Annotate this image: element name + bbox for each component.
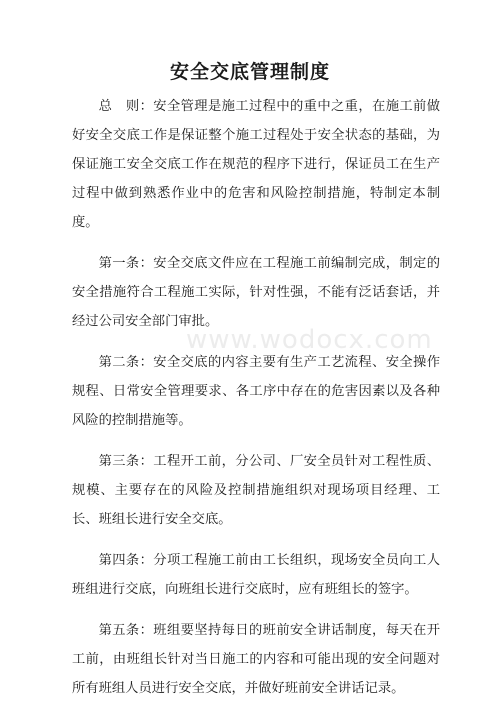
paragraph-article-1: 第一条：安全交底文件应在工程施工前编制完成，制定的安全措施符合工程施工实际，针对性强，不能有泛话套话，并经过公司安全部门审批。	[72, 256, 440, 329]
document-title: 安全交底管理制度	[169, 61, 330, 83]
paragraph-article-2: 第二条：安全交底的内容主要有生产工艺流程、安全操作规程、日常安全管理要求、各工序中存在的危害因素以及各种风险的控制措施等。	[72, 355, 440, 428]
paragraph-article-4: 第四条：分项工程施工前由工长组织，现场安全员向工人班组进行交底，向班组长进行交底时，应有班组长的签字。	[72, 553, 440, 597]
watermark: www.wodocx.com	[186, 325, 433, 355]
paragraph-article-5: 第五条：班组要坚持每日的班前安全讲话制度，每天在开工前，由班组长针对当日施工的内容和可能出现的安全问题对所有班组人员进行安全交底，并做好班前安全讲话记录。	[72, 623, 440, 696]
document-body	[72, 92, 440, 715]
paragraph-article-3: 第三条：工程开工前，分公司、厂安全员针对工程性质、规模、主要存在的风险及控制措施组织对现场项目经理、工长、班组长进行安全交底。	[72, 454, 440, 527]
paragraph-general-principles: 总 则：安全管理是施工过程中的重中之重，在施工前做好安全交底工作是保证整个施工过程处于安全状态的基础，为保证施工安全交底工作在规范的程序下进行，保证员工在生产过程中做到熟悉作业中的危害和风险控制措施，特制定本制度。	[72, 99, 440, 230]
